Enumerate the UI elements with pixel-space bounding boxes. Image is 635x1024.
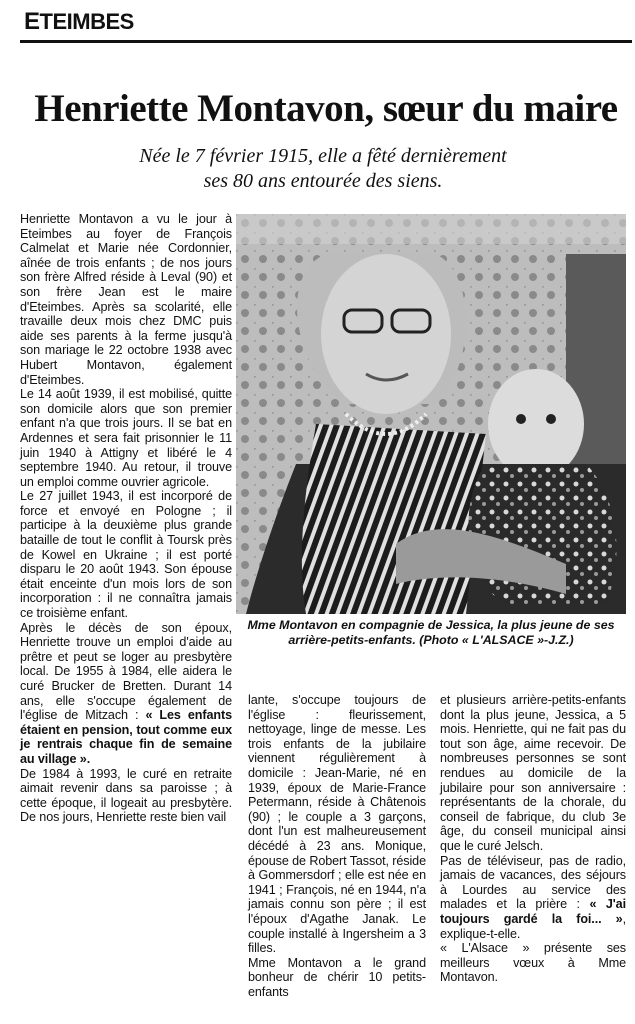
header-rule <box>20 40 632 41</box>
paragraph: De 1984 à 1993, le curé en retraite aimait revenir dans sa paroisse ; à cette époque, il logeait au presbytère. De nos jours, Henriette reste bien vail <box>20 766 232 825</box>
paragraph: Mme Montavon a le grand bonheur de chérir 10 petits-enfants <box>248 955 426 999</box>
paragraph: Henriette Montavon a vu le jour à Eteimbes au foyer de François Calmelat et Marie née Cordonnier, aînée de trois enfants ; de nos jours son frère Alfred réside à Leval (90) et son frère Jean est le maire d'Eteimbes. Après sa scolarité, elle travaille deux mois chez DMC puis aide ses parents à la ferme jusqu'à son mariage le 22 octobre 1938 avec Hubert Montavon, également d'Eteimbes. <box>20 212 232 387</box>
paragraph: Après le décès de son époux, Henriette trouve un emploi d'aide au prêtre et peut se loger au presbytère local. De 1955 à 1984, elle aidera le curé Brucker de Bretten. Durant 14 ans, elle s'occupe également de l'église de Mitzach : « Les enfants étaient en pension, tout comme eux je rentrais chaque fin de semaine au village ». <box>20 620 232 766</box>
section-label: ETEIMBES <box>24 8 134 35</box>
article-column-2 <box>248 693 426 999</box>
paragraph: « L'Alsace » présente ses meilleurs vœux à Mme Montavon. <box>440 941 626 985</box>
article-photo <box>236 214 626 614</box>
subheadline: Née le 7 février 1915, elle a fêté dernièrement ses 80 ans entourée des siens. <box>139 145 507 192</box>
paragraph: Le 14 août 1939, il est mobilisé, quitte son domicile alors que son premier enfant n'a que trois jours. Il se bat en Ardennes et sera fait prisonnier le 11 juin 1940 à Attigny et libéré le 4 septembre 1940. Au retour, il trouve un emploi comme ouvrier agricole. <box>20 387 232 489</box>
bold-quote: « J'ai toujours gardé la foi... » <box>440 897 626 926</box>
headline: Henriette Montavon, sœur du maire <box>34 87 618 130</box>
photo-grandmother-baby <box>236 214 626 614</box>
paragraph: Le 27 juillet 1943, il est incorporé de force et envoyé en Pologne ; il participe à la deuxième plus grande bataille de tout le conflit à Toursk près de Kowel en Ukraine ; il est porté disparu le 20 août 1943. Son épouse était enceinte d'un mois lors de son incorporation : il ne connaîtra jamais ce troisième enfant. <box>20 489 232 621</box>
paragraph: et plusieurs arrière-petits-enfants dont la plus jeune, Jessica, a 5 mois. Henriette, qui ne fait pas du tout son âge, aime recevoir. De nombreuses personnes se sont rendues au domicile de la jubilaire pour son anniversaire : représentants de la chorale, du conseil de fabrique, du club 3e âge, du conseil municipal ainsi que le curé Jelsch. <box>440 693 626 853</box>
paragraph: lante, s'occupe toujours de l'église : fleurissement, nettoyage, linge de messe. Les trois enfants de la jubilaire viennent régulièrement à domicile : Jean-Marie, né en 1939, époux de Marie-France Petermann, réside à Châtenois (90) ; le couple a 3 garçons, dont l'un est malheureusement décédé à 23 ans. Monique, épouse de Robert Tassot, réside à Gommersdorf ; elle est née en 1941 ; François, né en 1944, n'a jamais connu son père ; il est l'époux d'Agathe Janak. Le couple installé à Ingersheim a 3 filles. <box>248 693 426 956</box>
bold-quote: « Les enfants étaient en pension, tout comme eux je rentrais chaque fin de semaine au village ». <box>20 708 232 766</box>
article-column-1 <box>20 212 232 825</box>
article-column-3 <box>440 693 626 985</box>
photo-caption: Mme Montavon en compagnie de Jessica, la plus jeune de ses arrière-petits-enfants. (Photo « L'ALSACE »-J.Z.) <box>247 618 615 647</box>
paragraph: Pas de téléviseur, pas de radio, jamais de vacances, des séjours à Lourdes au service des malades et la prière : « J'ai toujours gardé la foi... », explique-t-elle. <box>440 853 626 941</box>
